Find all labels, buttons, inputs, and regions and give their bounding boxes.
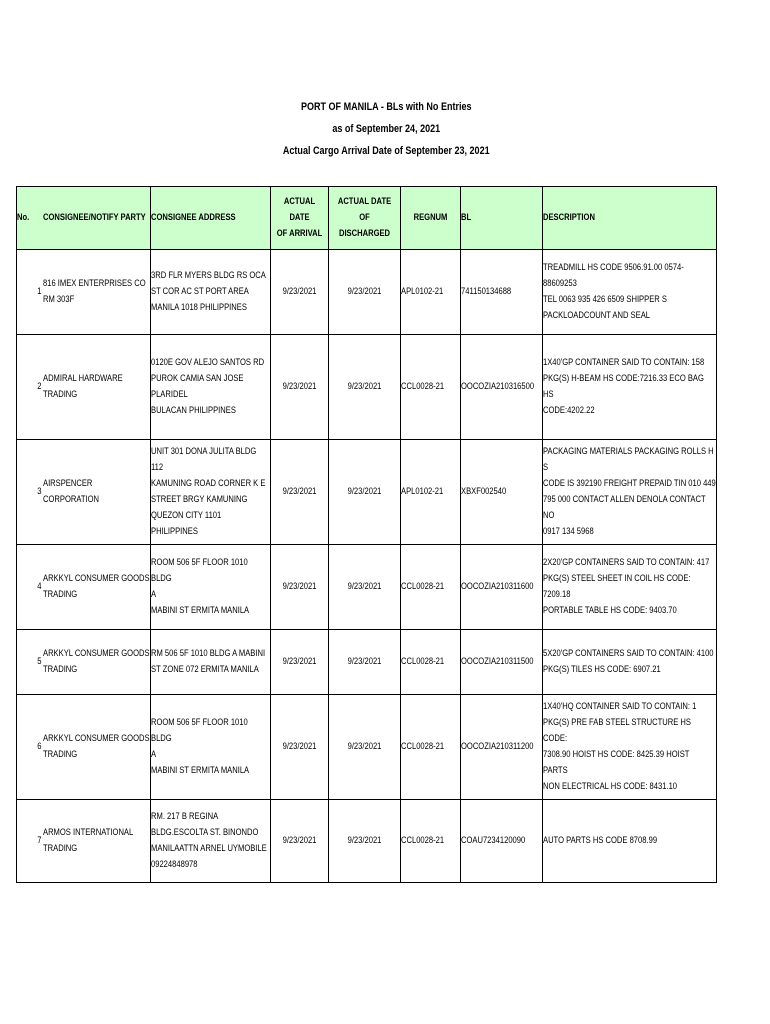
description: 1X40'GP CONTAINER SAID TO CONTAIN: 158 PKG(S) H-BEAM HS CODE:7216.33 ECO BAG HS CODE:4202.22 <box>543 335 717 440</box>
bl-number: XBXF002540 <box>461 440 543 545</box>
consignee-party: AIRSPENCER CORPORATION <box>43 440 151 545</box>
bl-number: 741150134688 <box>461 250 543 335</box>
report-arrival-date: Actual Cargo Arrival Date of September 23, 2021 <box>282 145 490 157</box>
regnum: CCL0028-21 <box>401 800 461 883</box>
consignee-party: ARKKYL CONSUMER GOODS TRADING <box>43 695 151 800</box>
consignee-party: ADMIRAL HARDWARE TRADING <box>43 335 151 440</box>
table-row <box>17 630 717 695</box>
consignee-address: 3RD FLR MYERS BLDG RS OCA ST COR AC ST PORT AREA MANILA 1018 PHILIPPINES <box>151 250 271 335</box>
description: 1X40'HQ CONTAINER SAID TO CONTAIN: 1 PKG(S) PRE FAB STEEL STRUCTURE HS CODE: 7308.90 HOIST HS CODE: 8425.39 HOIST PARTS NON ELECTRICAL HS CODE: 8431.10 <box>543 695 717 800</box>
consignee-address: RM. 217 B REGINA BLDG.ESCOLTA ST. BINONDO MANILAATTN ARNEL UYMOBILE 09224848978 <box>151 800 271 883</box>
regnum: CCL0028-21 <box>401 630 461 695</box>
consignee-party: 816 IMEX ENTERPRISES CO RM 303F <box>43 250 151 335</box>
header-consignee-party: CONSIGNEE/NOTIFY PARTY <box>43 187 151 250</box>
discharged-date: 9/23/2021 <box>329 250 401 335</box>
description: AUTO PARTS HS CODE 8708.99 <box>543 800 717 883</box>
discharged-date: 9/23/2021 <box>329 800 401 883</box>
bl-table <box>16 186 717 883</box>
header-bl: BL <box>461 187 543 250</box>
row-number: 5 <box>17 630 43 695</box>
arrival-date: 9/23/2021 <box>271 800 329 883</box>
report-as-of-date: as of September 24, 2021 <box>332 123 441 135</box>
arrival-date: 9/23/2021 <box>271 335 329 440</box>
discharged-date: 9/23/2021 <box>329 630 401 695</box>
regnum: CCL0028-21 <box>401 335 461 440</box>
consignee-address: UNIT 301 DONA JULITA BLDG 112 KAMUNING ROAD CORNER K E STREET BRGY KAMUNING QUEZON CITY 1101 PHILIPPINES <box>151 440 271 545</box>
table-row <box>17 335 717 440</box>
row-number: 7 <box>17 800 43 883</box>
table-row <box>17 800 717 883</box>
regnum: CCL0028-21 <box>401 695 461 800</box>
consignee-party: ARMOS INTERNATIONAL TRADING <box>43 800 151 883</box>
header-actual-date-discharged: ACTUAL DATE OF DISCHARGED <box>329 187 401 250</box>
row-number: 1 <box>17 250 43 335</box>
discharged-date: 9/23/2021 <box>329 440 401 545</box>
table-header-row <box>17 187 717 250</box>
row-number: 4 <box>17 545 43 630</box>
discharged-date: 9/23/2021 <box>329 695 401 800</box>
bl-number: OOCOZIA210316500 <box>461 335 543 440</box>
description: 5X20'GP CONTAINERS SAID TO CONTAIN: 4100 PKG(S) TILES HS CODE: 6907.21 <box>543 630 717 695</box>
report-title: PORT OF MANILA - BLs with No Entries <box>300 101 472 113</box>
bl-number: OOCOZIA210311600 <box>461 545 543 630</box>
table-row <box>17 250 717 335</box>
arrival-date: 9/23/2021 <box>271 545 329 630</box>
header-consignee-address: CONSIGNEE ADDRESS <box>151 187 271 250</box>
regnum: APL0102-21 <box>401 250 461 335</box>
row-number: 2 <box>17 335 43 440</box>
consignee-address: 0120E GOV ALEJO SANTOS RD PUROK CAMIA SAN JOSE PLARIDEL BULACAN PHILIPPINES <box>151 335 271 440</box>
table-row <box>17 695 717 800</box>
consignee-address: ROOM 506 5F FLOOR 1010 BLDG A MABINI ST ERMITA MANILA <box>151 545 271 630</box>
header-actual-date-arrival: ACTUAL DATE OF ARRIVAL <box>271 187 329 250</box>
header-description: DESCRIPTION <box>543 187 717 250</box>
regnum: APL0102-21 <box>401 440 461 545</box>
consignee-party: ARKKYL CONSUMER GOODS TRADING <box>43 630 151 695</box>
consignee-party: ARKKYL CONSUMER GOODS TRADING <box>43 545 151 630</box>
arrival-date: 9/23/2021 <box>271 440 329 545</box>
header-regnum: REGNUM <box>401 187 461 250</box>
table-row <box>17 440 717 545</box>
header-no: No. <box>17 187 43 250</box>
discharged-date: 9/23/2021 <box>329 545 401 630</box>
bl-number: COAU7234120090 <box>461 800 543 883</box>
arrival-date: 9/23/2021 <box>271 695 329 800</box>
arrival-date: 9/23/2021 <box>271 250 329 335</box>
discharged-date: 9/23/2021 <box>329 335 401 440</box>
description: PACKAGING MATERIALS PACKAGING ROLLS H S CODE IS 392190 FREIGHT PREPAID TIN 010 449 795 000 CONTACT ALLEN DENOLA CONTACT NO 0917 134 5968 <box>543 440 717 545</box>
bl-number: OOCOZIA210311200 <box>461 695 543 800</box>
bl-number: OOCOZIA210311500 <box>461 630 543 695</box>
report-title-block <box>71 96 702 162</box>
description: TREADMILL HS CODE 9506.91.00 0574-88609253 TEL 0063 935 426 6509 SHIPPER S PACKLOADCOUNT AND SEAL <box>543 250 717 335</box>
row-number: 6 <box>17 695 43 800</box>
row-number: 3 <box>17 440 43 545</box>
regnum: CCL0028-21 <box>401 545 461 630</box>
consignee-address: ROOM 506 5F FLOOR 1010 BLDG A MABINI ST ERMITA MANILA <box>151 695 271 800</box>
consignee-address: RM 506 5F 1010 BLDG A MABINI ST ZONE 072 ERMITA MANILA <box>151 630 271 695</box>
table-row <box>17 545 717 630</box>
arrival-date: 9/23/2021 <box>271 630 329 695</box>
description: 2X20'GP CONTAINERS SAID TO CONTAIN: 417 PKG(S) STEEL SHEET IN COIL HS CODE: 7209.18 PORTABLE TABLE HS CODE: 9403.70 <box>543 545 717 630</box>
